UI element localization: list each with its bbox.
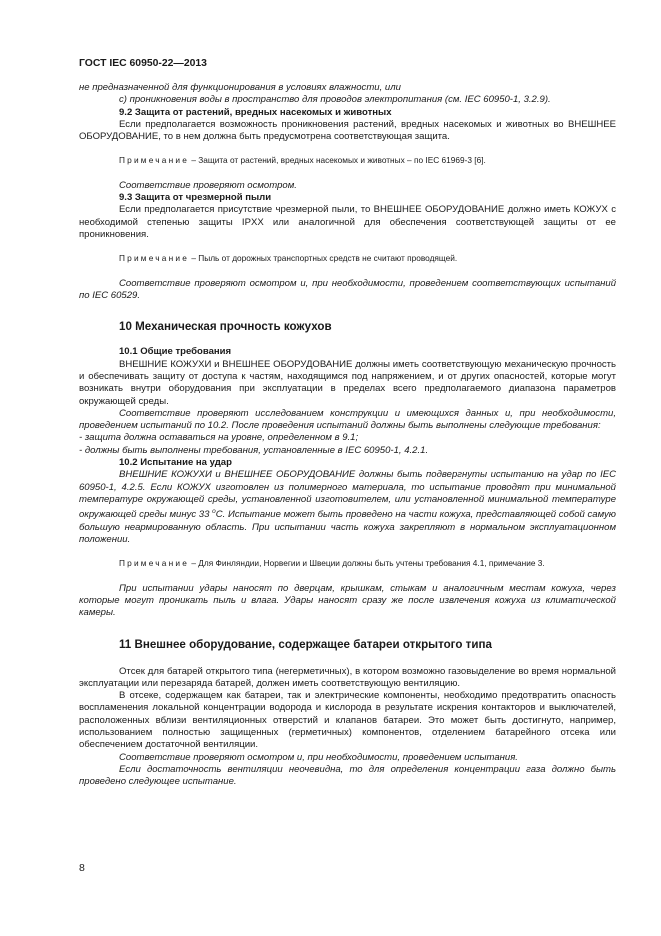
degree-sign: о (212, 508, 216, 516)
document-header: ГОСТ IEC 60950-22—2013 (79, 58, 207, 69)
section-11-compliance: Соответствие проверяют осмотром и, при необходимости, проведением испытания. (119, 751, 518, 763)
requirement-item-2: - должны быть выполнены требования, установленные в IEC 60950-1, 4.2.1. (79, 444, 429, 456)
note-2-text: – Пыль от дорожных транспортных средств не считают проводящей. (191, 253, 458, 264)
section-9-3-text: Если предполагается присутствие чрезмерной пыли, то ВНЕШНЕЕ ОБОРУДОВАНИЕ должно иметь КОЖУХ с необходимой степенью защиты IPXX или аналогичной для обеспечения соответствующей защиты от ее проникновения. (79, 204, 616, 241)
note-1-text: – Защита от растений, вредных насекомых и животных – по IEC 61969-3 [6]. (191, 155, 486, 166)
note-2 (79, 253, 616, 264)
paragraph-continuation: не предназначенной для функционирования в условиях влажности, или (79, 82, 401, 93)
section-9-3-title: 9.3 Защита от чрезмерной пыли (119, 192, 272, 204)
section-10-2-text-a: ВНЕШНИЕ КОЖУХИ и ВНЕШНЕЕ ОБОРУДОВАНИЕ должны быть подвергнуты испытанию на удар по IEC 60950-1, 4.2.5. Если КОЖУХ изготовлен из полимерного материала, то испытание проводят при минимальной температуре окружающей среды, установленной изготовителем, или установленной минимальной температуре окружающей среды минус 33 (79, 469, 616, 521)
note-label: Примечание (119, 253, 190, 264)
section-10-2-text (79, 469, 616, 546)
list-item-c: с) проникновения воды в пространство для проводов электропитания (см. IEC 60950-1, 3.2.9). (119, 94, 551, 106)
section-10-heading: 10 Механическая прочность кожухов (119, 320, 332, 334)
section-11-paragraph-2: В отсеке, содержащем как батареи, так и электрические компоненты, необходимо предотвратить опасность воспламенения локальной концентрации водорода и кислорода в результате искрения контакторов и выключателей, расположенных вблизи вентиляционных отверстий и клапанов батареи. Это может быть достигнуто, например, использованием полностью защищенных (герметичных) компонентов, отделением батарейного отсека или обеспечением достаточной вентиляции. (79, 690, 616, 751)
page-number: 8 (79, 862, 85, 874)
section-11-heading: 11 Внешнее оборудование, содержащее батареи открытого типа (119, 637, 492, 651)
note-3 (79, 558, 616, 569)
section-9-2-compliance: Соответствие проверяют осмотром. (119, 179, 297, 191)
requirement-item-1: - защита должна оставаться на уровне, определенном в 9.1; (79, 432, 359, 444)
section-10-1-title: 10.1 Общие требования (119, 346, 232, 358)
note-3-text: – Для Финляндии, Норвегии и Швеции должны быть учтены требования 4.1, примечание 3. (191, 558, 545, 569)
section-9-2-text: Если предполагается возможность проникновения растений, вредных насекомых и животных во ВНЕШНЕЕ ОБОРУДОВАНИЕ, то в нем должна быть предусмотрена соответствующая защита. (79, 118, 616, 143)
section-10-2-text-b: С. Испытание может быть проведено на части кожуха, представляющей собой самую большую неармированную область. При испытании часть кожуха закрепляют в нормальном эксплуатационном положении. (79, 509, 616, 545)
note-1 (79, 155, 616, 166)
section-9-3-compliance: Соответствие проверяют осмотром и, при необходимости, проведением соответствующих испытаний по IEC 60529. (79, 277, 616, 302)
section-11-paragraph-1: Отсек для батарей открытого типа (негерметичных), в котором возможно газовыделение во время нормальной эксплуатации или перезаряда батарей, должен иметь соответствующую вентиляцию. (79, 665, 616, 689)
section-10-2-impacts: При испытании удары наносят по дверцам, крышкам, стыкам и аналогичным местам кожуха, через которые могут проникать пыль и влага. Удары наносят сразу же после извлечения кожуха из климатической камеры. (79, 582, 616, 619)
section-10-1-text: ВНЕШНИЕ КОЖУХИ и ВНЕШНЕЕ ОБОРУДОВАНИЕ должны иметь соответствующую механическую прочность и обеспечивать защиту от доступа к частям, находящимся под напряжением, и от других опасностей, которые могут возникать внутри оборудования при эксплуатации в пределах всего предполагаемого диапазона параметров окружающей среды. (79, 358, 616, 407)
section-11-paragraph-3: Если достаточность вентиляции неочевидна, то для определения концентрации газа должно быть проведено следующее испытание. (79, 763, 616, 788)
section-10-2-title: 10.2 Испытание на удар (119, 457, 232, 469)
note-label: Примечание (119, 558, 190, 569)
section-10-1-compliance: Соответствие проверяют исследованием конструкции и имеющихся данных и, при необходимости, проведением испытаний по 10.2. После проведения испытаний должны быть выполнены следующие требования: (79, 407, 616, 432)
note-label: Примечание (119, 155, 190, 166)
section-9-2-title: 9.2 Защита от растений, вредных насекомых и животных (119, 106, 392, 118)
document-page (79, 58, 616, 789)
